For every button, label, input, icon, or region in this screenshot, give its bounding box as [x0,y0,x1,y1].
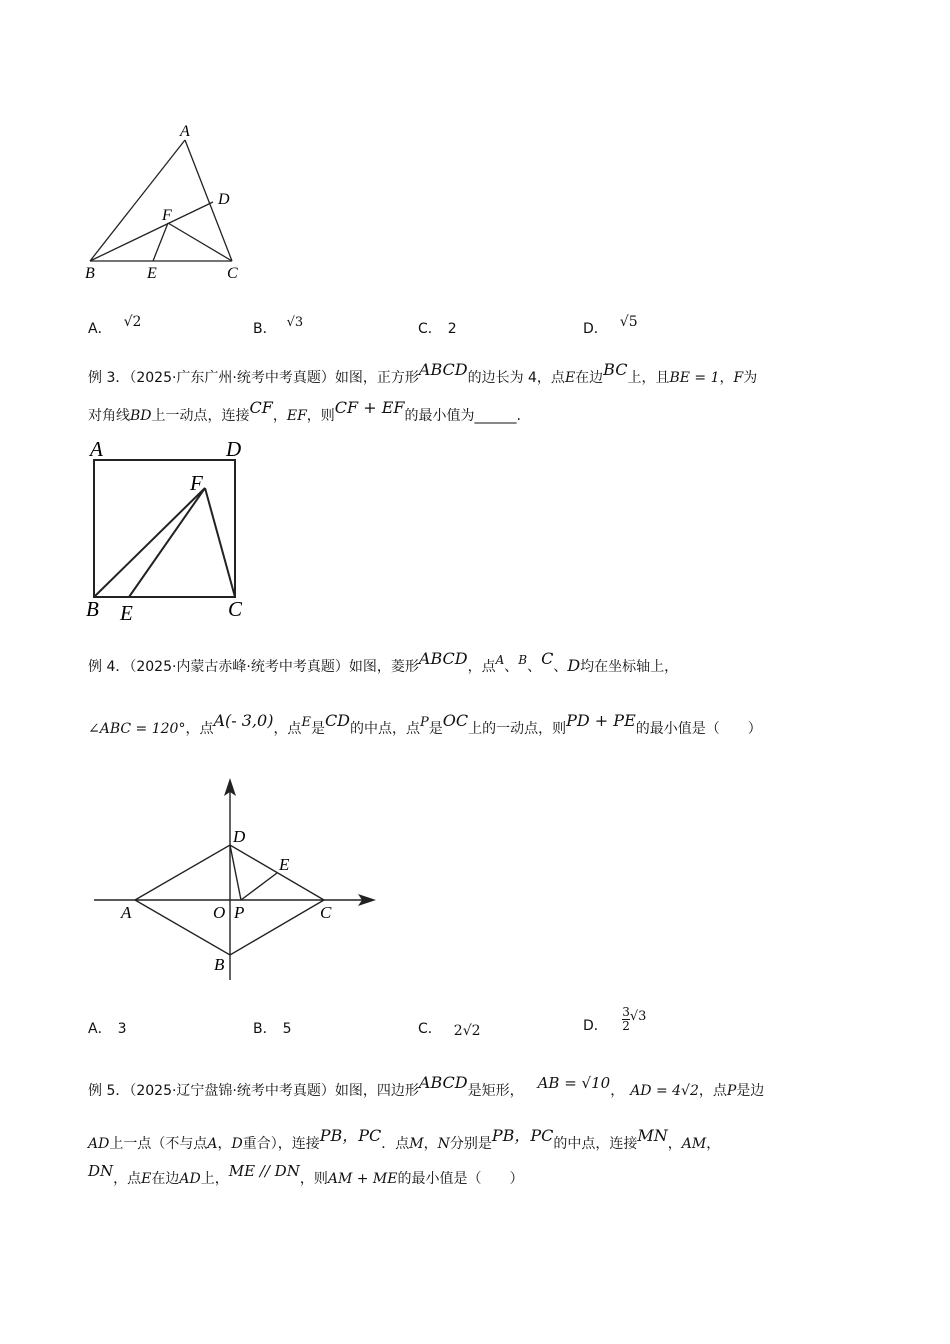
label-e: E [120,601,133,625]
label-b: B [86,597,99,621]
label-a: A [180,123,190,140]
answer-blank[interactable]: ______ [474,408,517,424]
triangle-figure [80,118,260,286]
example-5-line-2: AD上一点（不与点A，D重合），连接PB，PC．点M，N分别是PB，PC的中点，连接MN，AM， [88,1126,721,1152]
label-b: B [214,955,225,974]
example-3-line-2: 对角线BD上一动点，连接CF，EF，则CF + EF的最小值为______. [88,398,521,424]
label-a: A [90,437,103,461]
label-e: E [279,855,290,874]
example-3-line-1: 例 3．（2025·广东广州·统考中考真题）如图，正方形ABCD的边长为 4，点E在边BC上，且BE = 1，F为 [88,360,758,386]
option-b[interactable]: B． 5 [253,1021,292,1037]
square-figure [82,434,254,626]
option-d[interactable]: D． $\frac{3}{2}$ √3 [583,1005,647,1034]
example-5-line-3: DN，点E在边AD上，ME // DN，则AM + ME的最小值是（ ） [88,1162,524,1187]
label-o: O [213,903,226,922]
option-c[interactable]: C． 2 [418,321,457,337]
label-c: C [227,265,238,282]
option-a[interactable]: A． √2 [88,314,142,337]
example-5-line-1: 例 5．（2025·辽宁盘锦·统考中考真题）如图，四边形ABCD是矩形， AB = √10， AD = 4√2，点P是边 [88,1073,765,1099]
label-p: P [234,903,245,922]
label-f: F [190,471,203,495]
label-f: F [162,207,172,224]
option-b[interactable]: B． √3 [253,315,304,337]
label-d: D [226,437,242,461]
label-c: C [228,597,243,621]
label-d: D [233,827,246,846]
example-4-line-2: ∠ABC = 120°，点A(- 3,0)，点E是CD的中点，点P是OC上的一动点，则PD + PE的最小值是（ ） [88,711,762,737]
label-a: A [121,903,132,922]
label-c: C [320,903,332,922]
rhombus-figure [88,772,388,988]
option-a[interactable]: A． 3 [88,1021,127,1037]
option-d[interactable]: D． √5 [583,314,638,337]
label-b: B [85,265,95,282]
label-d: D [218,191,230,208]
example-4-line-1: 例 4．（2025·内蒙古赤峰·统考中考真题）如图，菱形ABCD，点A、B、C、D均在坐标轴上， [88,649,679,675]
label-e: E [147,265,157,282]
option-c[interactable]: C． 2√2 [418,1021,481,1039]
fraction: $\frac{3}{2}$ [622,1005,630,1033]
